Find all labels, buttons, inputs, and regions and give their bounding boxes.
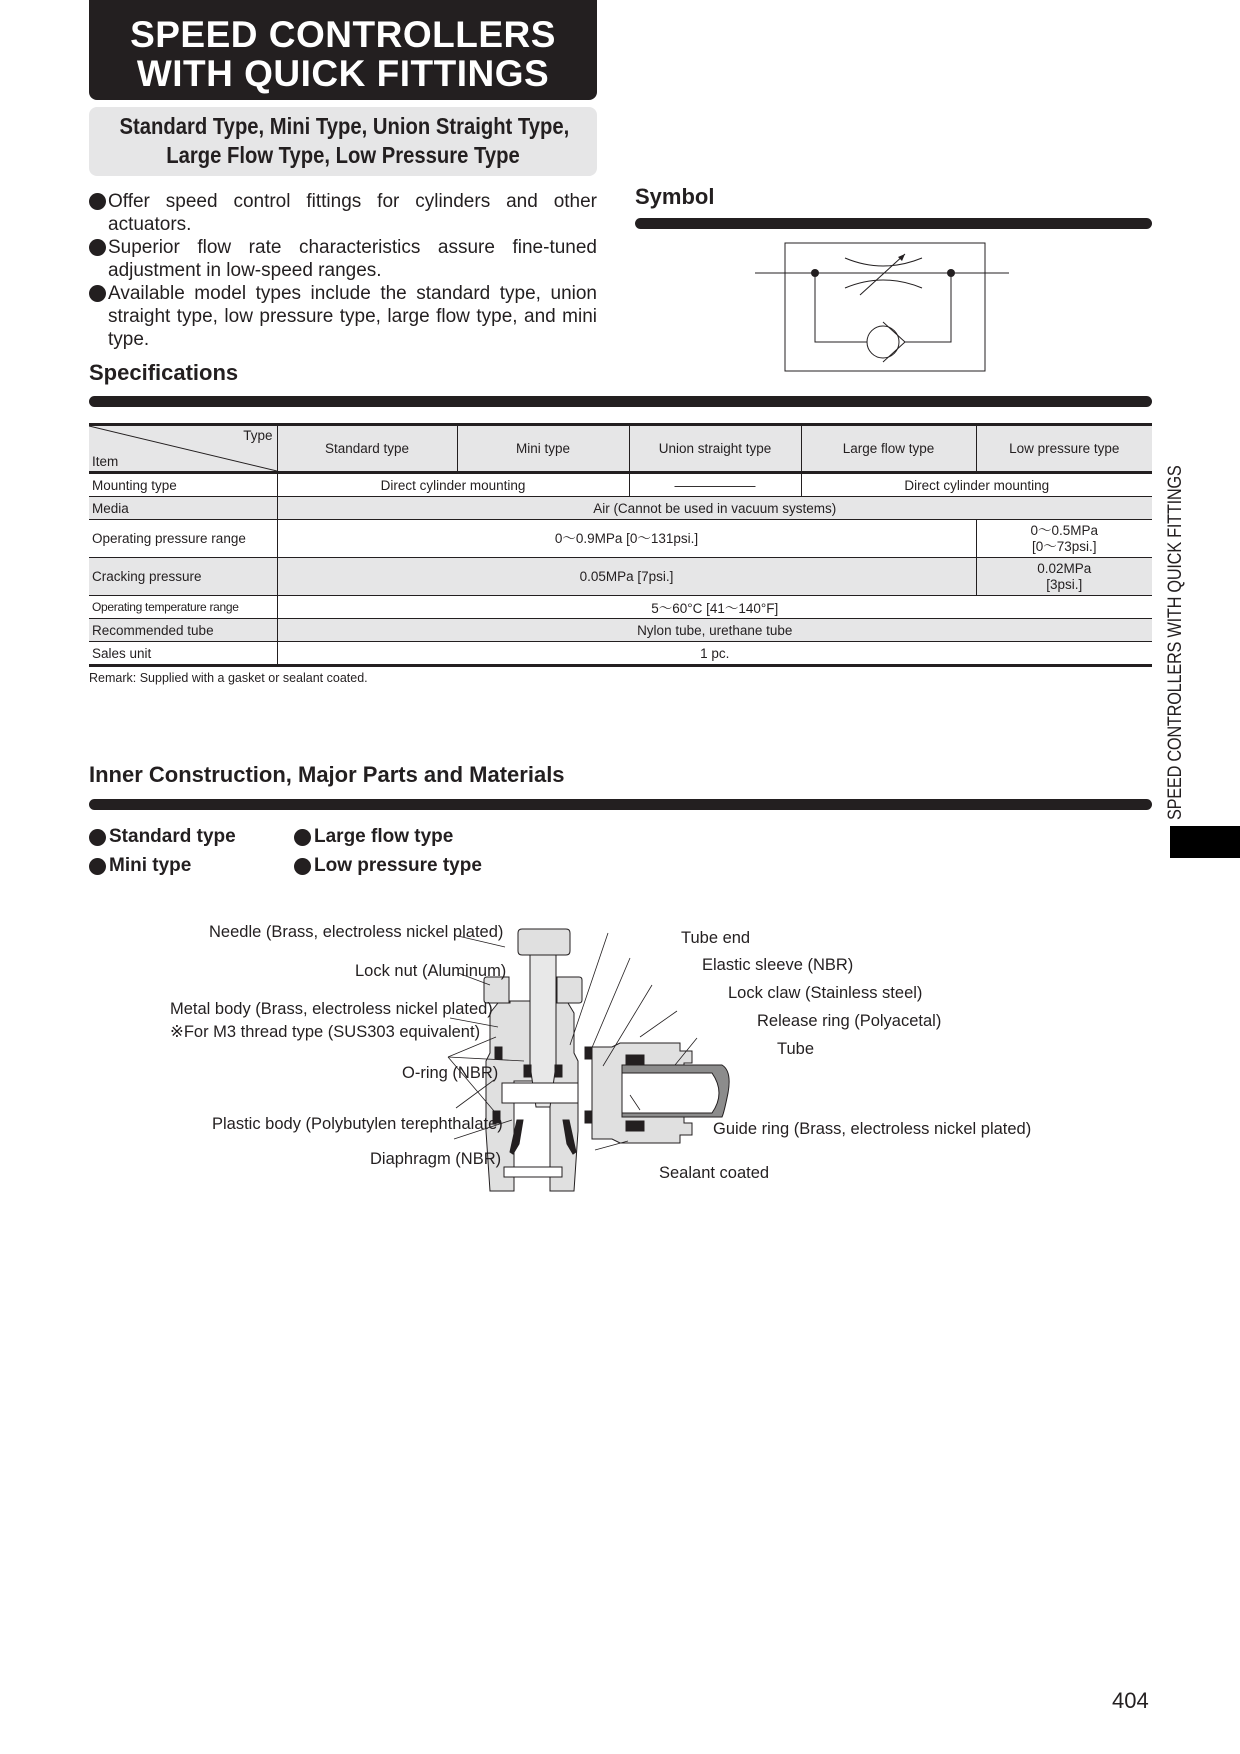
title-line-2: WITH QUICK FITTINGS [136,53,550,94]
label-release-ring: Release ring (Polyacetal) [757,1012,942,1030]
side-tab-marker [1170,826,1240,858]
row-label: Operating temperature range [89,596,277,619]
label-sealant-coated: Sealant coated [659,1164,770,1182]
side-tab-text: SPEED CONTROLLERS WITH QUICK FITTINGS [1165,465,1186,820]
page-number: 404 [1112,1688,1149,1713]
table-cell: 0～0.9MPa [0～131psi.] [277,520,976,558]
table-cell [976,520,1152,558]
row-label: Media [89,497,277,520]
page-subtitle [89,107,597,176]
type-item [89,855,191,877]
table-cell: ―――――― [629,473,801,497]
type-label: Large flow type [314,826,454,847]
feature-item [89,190,597,236]
feature-item [89,282,597,351]
row-label: Cracking pressure [89,558,277,596]
table-row [89,619,1152,642]
table-row [89,642,1152,666]
row-label: Operating pressure range [89,520,277,558]
label-tube: Tube [777,1040,814,1058]
table-row [89,596,1152,619]
bullet-icon [89,239,106,256]
subtitle-line-2: Large Flow Type, Low Pressure Type [166,142,520,168]
title-line-1: SPEED CONTROLLERS [130,14,556,55]
label-o-ring: O-ring (NBR) [402,1064,499,1082]
feature-text: Available model types include the standard type, union straight type, low pressure type, large flow type, and mini type. [108,283,597,350]
bullet-icon [89,193,106,210]
cell-line: [0～73psi.] [1031,538,1097,554]
column-header: Standard type [277,425,457,473]
corner-header-cell [89,425,277,473]
row-label: Mounting type [89,473,277,497]
type-label: Low pressure type [314,855,482,876]
label-elastic-sleeve: Elastic sleeve (NBR) [702,956,854,974]
cell-line: 0～0.5MPa [1030,522,1099,538]
label-lock-nut: Lock nut (Aluminum) [355,962,507,980]
bullet-icon [89,829,106,846]
table-cell: Nylon tube, urethane tube [277,619,1152,642]
feature-list [89,190,597,351]
specifications-heading: Specifications [89,360,239,385]
bullet-icon [294,858,311,875]
table-row [89,558,1152,596]
bullet-icon [89,285,106,302]
table-row [89,497,1152,520]
corner-type-label: Type [243,428,273,443]
table-remark: Remark: Supplied with a gasket or sealant coated. [89,671,368,685]
row-label: Sales unit [89,642,277,666]
table-cell: Direct cylinder mounting [801,473,1152,497]
subtitle-line-1: Standard Type, Mini Type, Union Straight Type, [119,113,570,139]
table-cell: 0.05MPa [7psi.] [277,558,976,596]
type-item [294,855,482,877]
column-header: Mini type [457,425,629,473]
feature-item [89,236,597,282]
inner-construction-heading: Inner Construction, Major Parts and Materials [89,762,565,787]
bullet-icon [89,858,106,875]
section-divider [89,396,1152,407]
table-row [89,473,1152,497]
side-tab-label [1165,408,1187,820]
speed-controller-cross-section-icon [160,915,1060,1195]
speed-controller-symbol-icon [755,240,1025,375]
label-lock-claw: Lock claw (Stainless steel) [728,984,923,1002]
label-tube-end: Tube end [681,929,751,947]
feature-text: Offer speed control fittings for cylinders and other actuators. [108,191,597,235]
type-label: Standard type [109,826,236,847]
column-header: Large flow type [801,425,976,473]
label-guide-ring: Guide ring (Brass, electroless nickel plated) [713,1120,1032,1138]
corner-item-label: Item [92,454,119,469]
section-divider [635,218,1152,229]
table-header-row [89,425,1152,473]
table-cell [976,558,1152,596]
type-item [89,826,236,848]
page-title [89,0,597,100]
label-metal-body-note: ※For M3 thread type (SUS303 equivalent) [170,1023,481,1041]
table-cell: 5～60°C [41～140°F] [277,596,1152,619]
table-cell: 1 pc. [277,642,1152,666]
table-cell: Direct cylinder mounting [277,473,629,497]
column-header: Low pressure type [976,425,1152,473]
type-item [294,826,453,848]
label-diaphragm: Diaphragm (NBR) [370,1150,502,1168]
type-label: Mini type [109,855,192,876]
construction-diagram [160,915,1060,1195]
cell-line: 0.02MPa [1037,560,1092,576]
label-needle: Needle (Brass, electroless nickel plated) [209,923,504,941]
table-row [89,520,1152,558]
specifications-table [89,423,1152,667]
table-cell: Air (Cannot be used in vacuum systems) [277,497,1152,520]
cell-line: [3psi.] [1046,576,1083,592]
bullet-icon [294,829,311,846]
label-plastic-body: Plastic body (Polybutylen terephthalate) [212,1115,503,1133]
column-header: Union straight type [629,425,801,473]
section-divider [89,799,1152,810]
row-label: Recommended tube [89,619,277,642]
label-metal-body: Metal body (Brass, electroless nickel plated) [170,1000,493,1018]
symbol-heading: Symbol [635,184,715,209]
feature-text: Superior flow rate characteristics assure fine-tuned adjustment in low-speed ranges. [108,237,597,281]
